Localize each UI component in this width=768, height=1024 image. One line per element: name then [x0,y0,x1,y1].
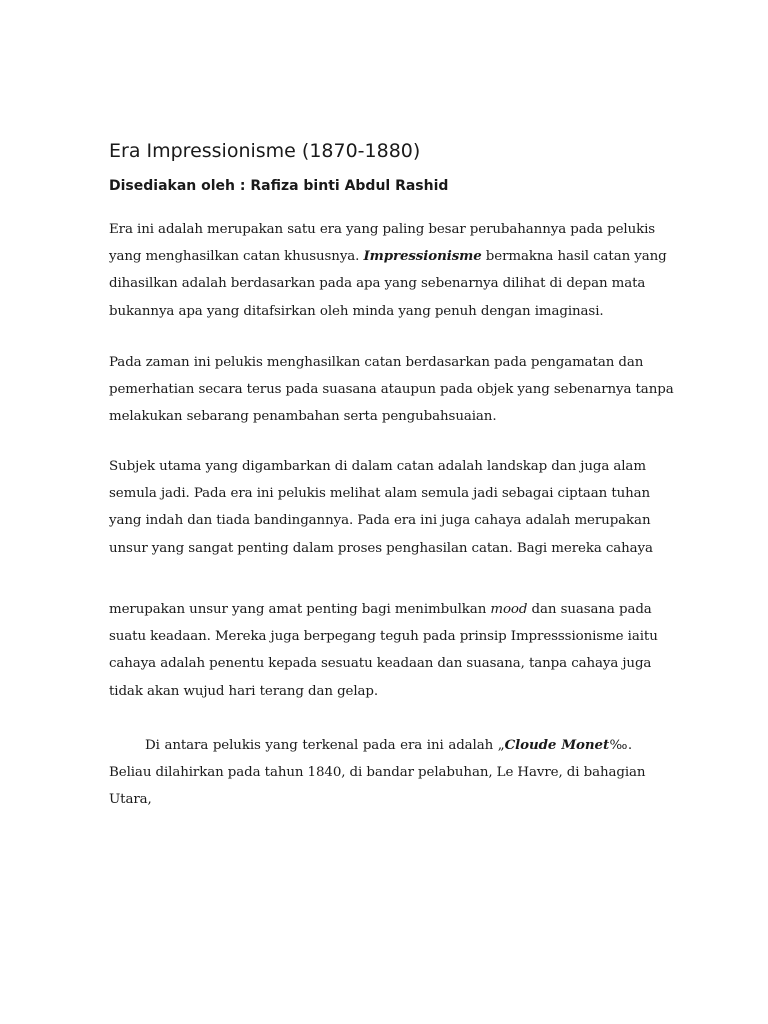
paragraph-3-line-3: yang indah dan tiada bandingannya. Pada era ini juga cahaya adalah merupakan [109,513,651,529]
paragraph-5-line-1 [109,732,632,759]
paragraph-4-line-3: cahaya adalah penentu kepada sesuatu keadaan dan suasana, tanpa cahaya juga [109,656,652,672]
paragraph-1 [109,216,667,325]
paragraph-5-line-3: Utara, [109,792,152,808]
paragraph-2-line-3: melakukan sebarang penambahan serta pengubahsuaian. [109,409,497,425]
paragraph-5-line-1-text-b: ‰. [609,738,632,753]
paragraph-3-line-1: Subjek utama yang digambarkan di dalam catan adalah landskap dan juga alam [109,459,646,474]
paragraph-1-line-2-text-b: bermakna hasil catan yang [481,249,667,265]
paragraph-2-line-1: Pada zaman ini pelukis menghasilkan catan berdasarkan pada pengamatan dan [109,355,644,370]
paragraph-5-line-1-text-a: Di antara pelukis yang terkenal pada era ini adalah „ [145,738,505,753]
paragraph-1-line-2-text-a: yang menghasilkan catan khususnya. [109,249,364,265]
paragraph-1-line-4: bukannya apa yang ditafsirkan oleh minda yang penuh dengan imaginasi. [109,303,604,319]
paragraph-4-line-2: suatu keadaan. Mereka juga berpegang teguh pada prinsip Impresssionisme iaitu [109,629,658,645]
paragraph-4-line-1 [109,596,652,623]
document-title: Era Impressionisme (1870-1880) [109,140,421,162]
paragraph-5-line-2: Beliau dilahirkan pada tahun 1840, di bandar pelabuhan, Le Havre, di bahagian [109,765,646,781]
paragraph-2-line-2: pemerhatian secara terus pada suasana ataupun pada objek yang sebenarnya tanpa [109,382,674,398]
paragraph-3-line-4: unsur yang sangat penting dalam proses penghasilan catan. Bagi mereka cahaya [109,540,653,556]
paragraph-1-line-1: Era ini adalah merupakan satu era yang paling besar perubahannya pada pelukis [109,222,656,237]
monet-name: Cloude Monet [504,737,610,753]
paragraph-2 [109,349,674,431]
paragraph-4-line-1-text-b: dan suasana pada [527,602,652,617]
author-line: Disediakan oleh : Rafiza binti Abdul Rashid [109,178,449,194]
paragraph-5 [109,732,646,814]
mood-term: mood [490,602,528,617]
paragraph-1-line-2 [109,243,667,270]
paragraph-4-line-1-text-a: merupakan unsur yang amat penting bagi menimbulkan [109,602,491,617]
paragraph-4 [109,596,658,705]
paragraph-1-line-3: dihasilkan adalah berdasarkan pada apa yang sebenarnya dilihat di depan mata [109,276,646,292]
impressionisme-term: Impressionisme [363,248,482,265]
paragraph-3 [109,453,653,562]
paragraph-3-line-2: semula jadi. Pada era ini pelukis melihat alam semula jadi sebagai ciptaan tuhan [109,486,651,502]
paragraph-4-line-4: tidak akan wujud hari terang dan gelap. [109,683,379,699]
